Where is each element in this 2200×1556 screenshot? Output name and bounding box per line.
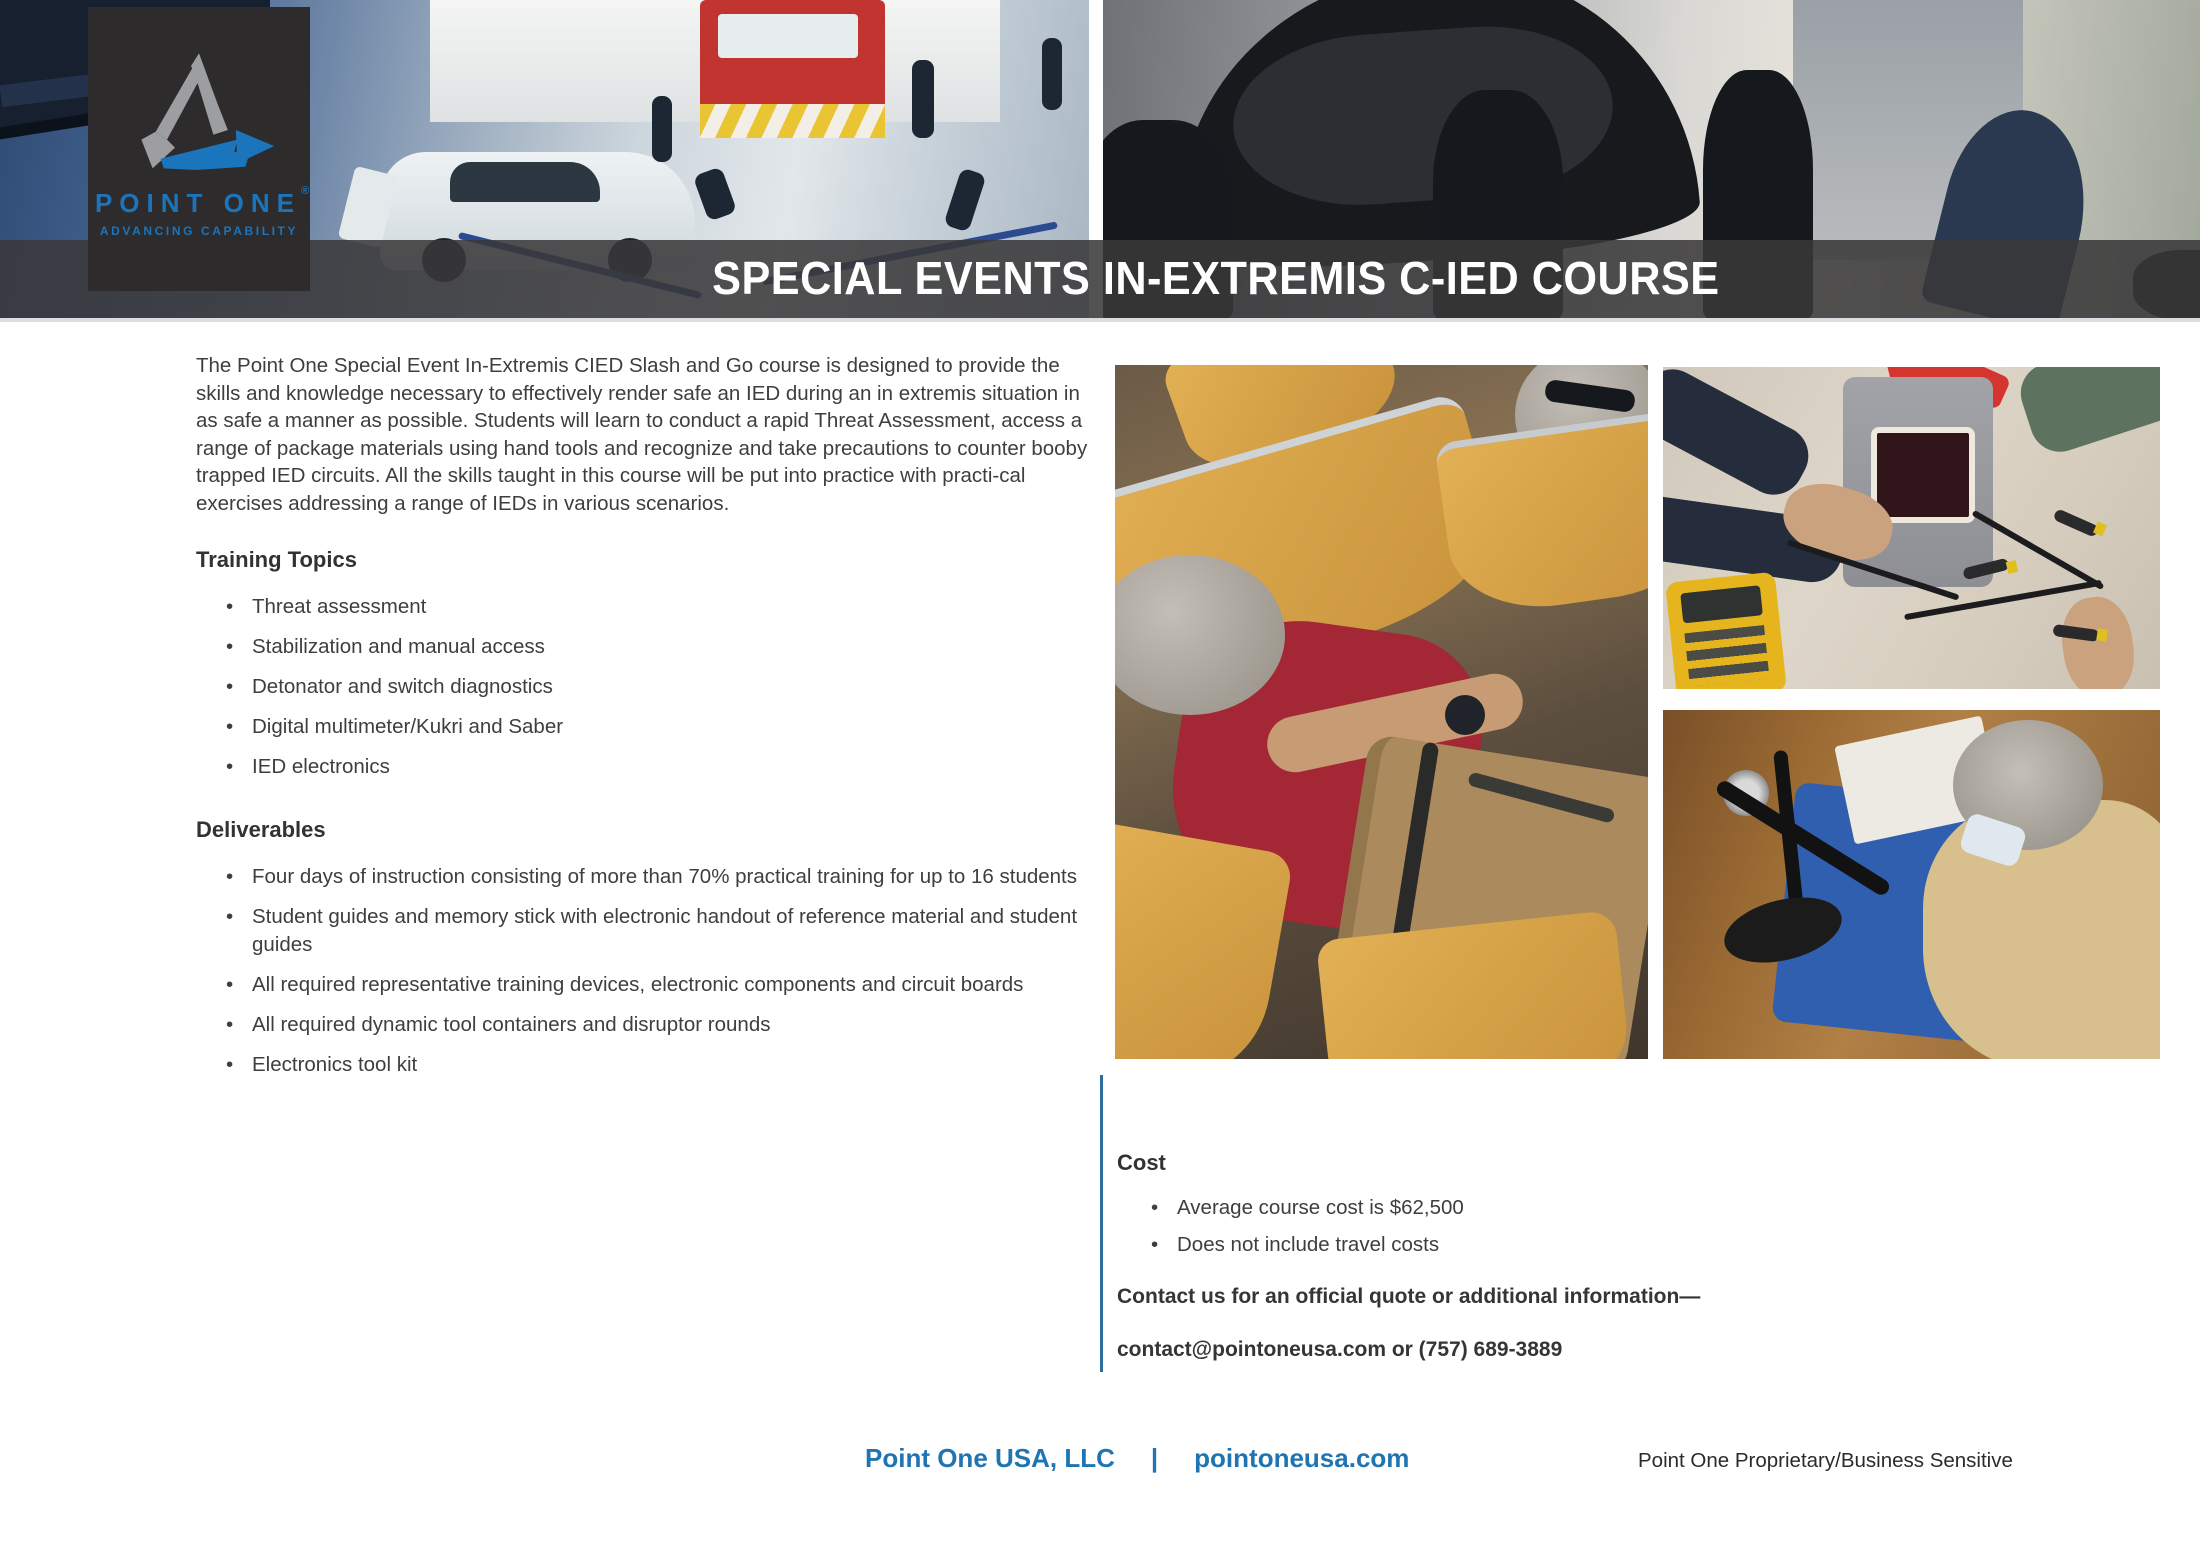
list-item: • Electronics tool kit [196, 1051, 1091, 1079]
cost-divider-rule [1100, 1075, 1103, 1372]
photo-electronics-bench [1663, 710, 2160, 1059]
training-topics-list [196, 593, 1091, 781]
detonator-band-shape [2006, 560, 2019, 574]
logo-wordmark [94, 185, 310, 219]
footer-website-link[interactable]: pointoneusa.com [1194, 1443, 1410, 1473]
list-item: • Detonator and switch diagnostics [196, 673, 1091, 701]
seat-back-shape [1115, 818, 1294, 1059]
hand-shape [2056, 593, 2139, 689]
responder-figure [693, 166, 738, 221]
footer-separator: | [1150, 1443, 1159, 1473]
list-item: • Average course cost is $62,500 [1117, 1194, 2097, 1222]
deliverables-heading: Deliverables [196, 817, 326, 842]
responder-figure [1042, 38, 1062, 110]
page-title [0, 251, 2200, 305]
list-item: • Stabilization and manual access [196, 633, 1091, 661]
contact-lead-line: Contact us for an official quote or additional information— [1117, 1285, 1701, 1308]
proprietary-notice: Point One Proprietary/Business Sensitive [1638, 1449, 2013, 1472]
fire-truck-chevron-shape [700, 104, 885, 138]
list-item: • Student guides and memory stick with electronic handout of reference material and student guides [196, 903, 1091, 959]
cost-list [1117, 1194, 2097, 1259]
course-intro-paragraph: The Point One Special Event In-Extremis CIED Slash and Go course is designed to provide the skills and knowledge necessary to effectively render safe an IED during an in extremis situation in as safe a manner as possible. Students will learn to conduct a rapid Threat Assessment, access a range of package materials using hand tools and recognize and take precautions to counter booby trapped IED circuits. All the skills taught in this course will be put into practice with practi-cal exercises addressing a range of IEDs in various scenarios. [196, 354, 1088, 515]
seat-back-shape [1434, 408, 1648, 619]
photo-device-diagnostics [1663, 367, 2160, 689]
contact-details-line[interactable]: contact@pointoneusa.com or (757) 689-3889 [1117, 1338, 1563, 1361]
responder-figure [912, 60, 934, 138]
cost-section [1117, 1150, 2097, 1362]
green-sleeve-shape [2013, 367, 2160, 460]
footer-company: Point One USA, LLC [865, 1443, 1115, 1473]
car-window-shape [450, 162, 600, 202]
list-item: • Does not include travel costs [1117, 1231, 2097, 1259]
multimeter-screen-shape [1680, 585, 1763, 623]
photo-auditorium-training [1115, 365, 1648, 1059]
banner-bottom-rule [0, 318, 2200, 322]
list-item: • IED electronics [196, 753, 1091, 781]
list-item: • Digital multimeter/Kukri and Saber [196, 713, 1091, 741]
fire-truck-shape [700, 0, 885, 138]
detonator-shape [2053, 508, 2100, 538]
logo-tagline: ADVANCING CAPABILITY [99, 224, 299, 238]
footer-brand-line [865, 1443, 1409, 1474]
detonator-band-shape [2096, 628, 2108, 641]
deliverables-list [196, 863, 1091, 1079]
course-description-column [196, 352, 1091, 1091]
responder-figure [652, 96, 672, 162]
list-item: • Threat assessment [196, 593, 1091, 621]
arm-shape [1663, 367, 1819, 505]
multimeter-shape [1665, 572, 1787, 689]
car-open-door-shape [338, 166, 399, 248]
registered-mark: ® [300, 185, 310, 197]
multimeter-keys-shape [1684, 625, 1769, 687]
banner [0, 0, 2200, 318]
responder-figure [943, 167, 986, 232]
training-topics-heading: Training Topics [196, 547, 357, 572]
logo [88, 7, 310, 291]
backpack-zipper-shape [1467, 771, 1616, 823]
point-one-logo-icon [119, 49, 279, 179]
cost-heading: Cost [1117, 1150, 1166, 1175]
list-item: • Four days of instruction consisting of more than 70% practical training for up to 16 students [196, 863, 1091, 891]
device-opening-shape [1871, 427, 1975, 523]
list-item: • All required representative training devices, electronic components and circuit boards [196, 971, 1091, 999]
fire-truck-cab-shape [718, 14, 858, 58]
page-title-text: SPECIAL EVENTS IN-EXTREMIS C-IED COURSE [712, 252, 1720, 304]
logo-name-text: POINT ONE [94, 188, 301, 218]
list-item: • All required dynamic tool containers and disruptor rounds [196, 1011, 1091, 1039]
wristwatch-shape [1445, 695, 1485, 735]
